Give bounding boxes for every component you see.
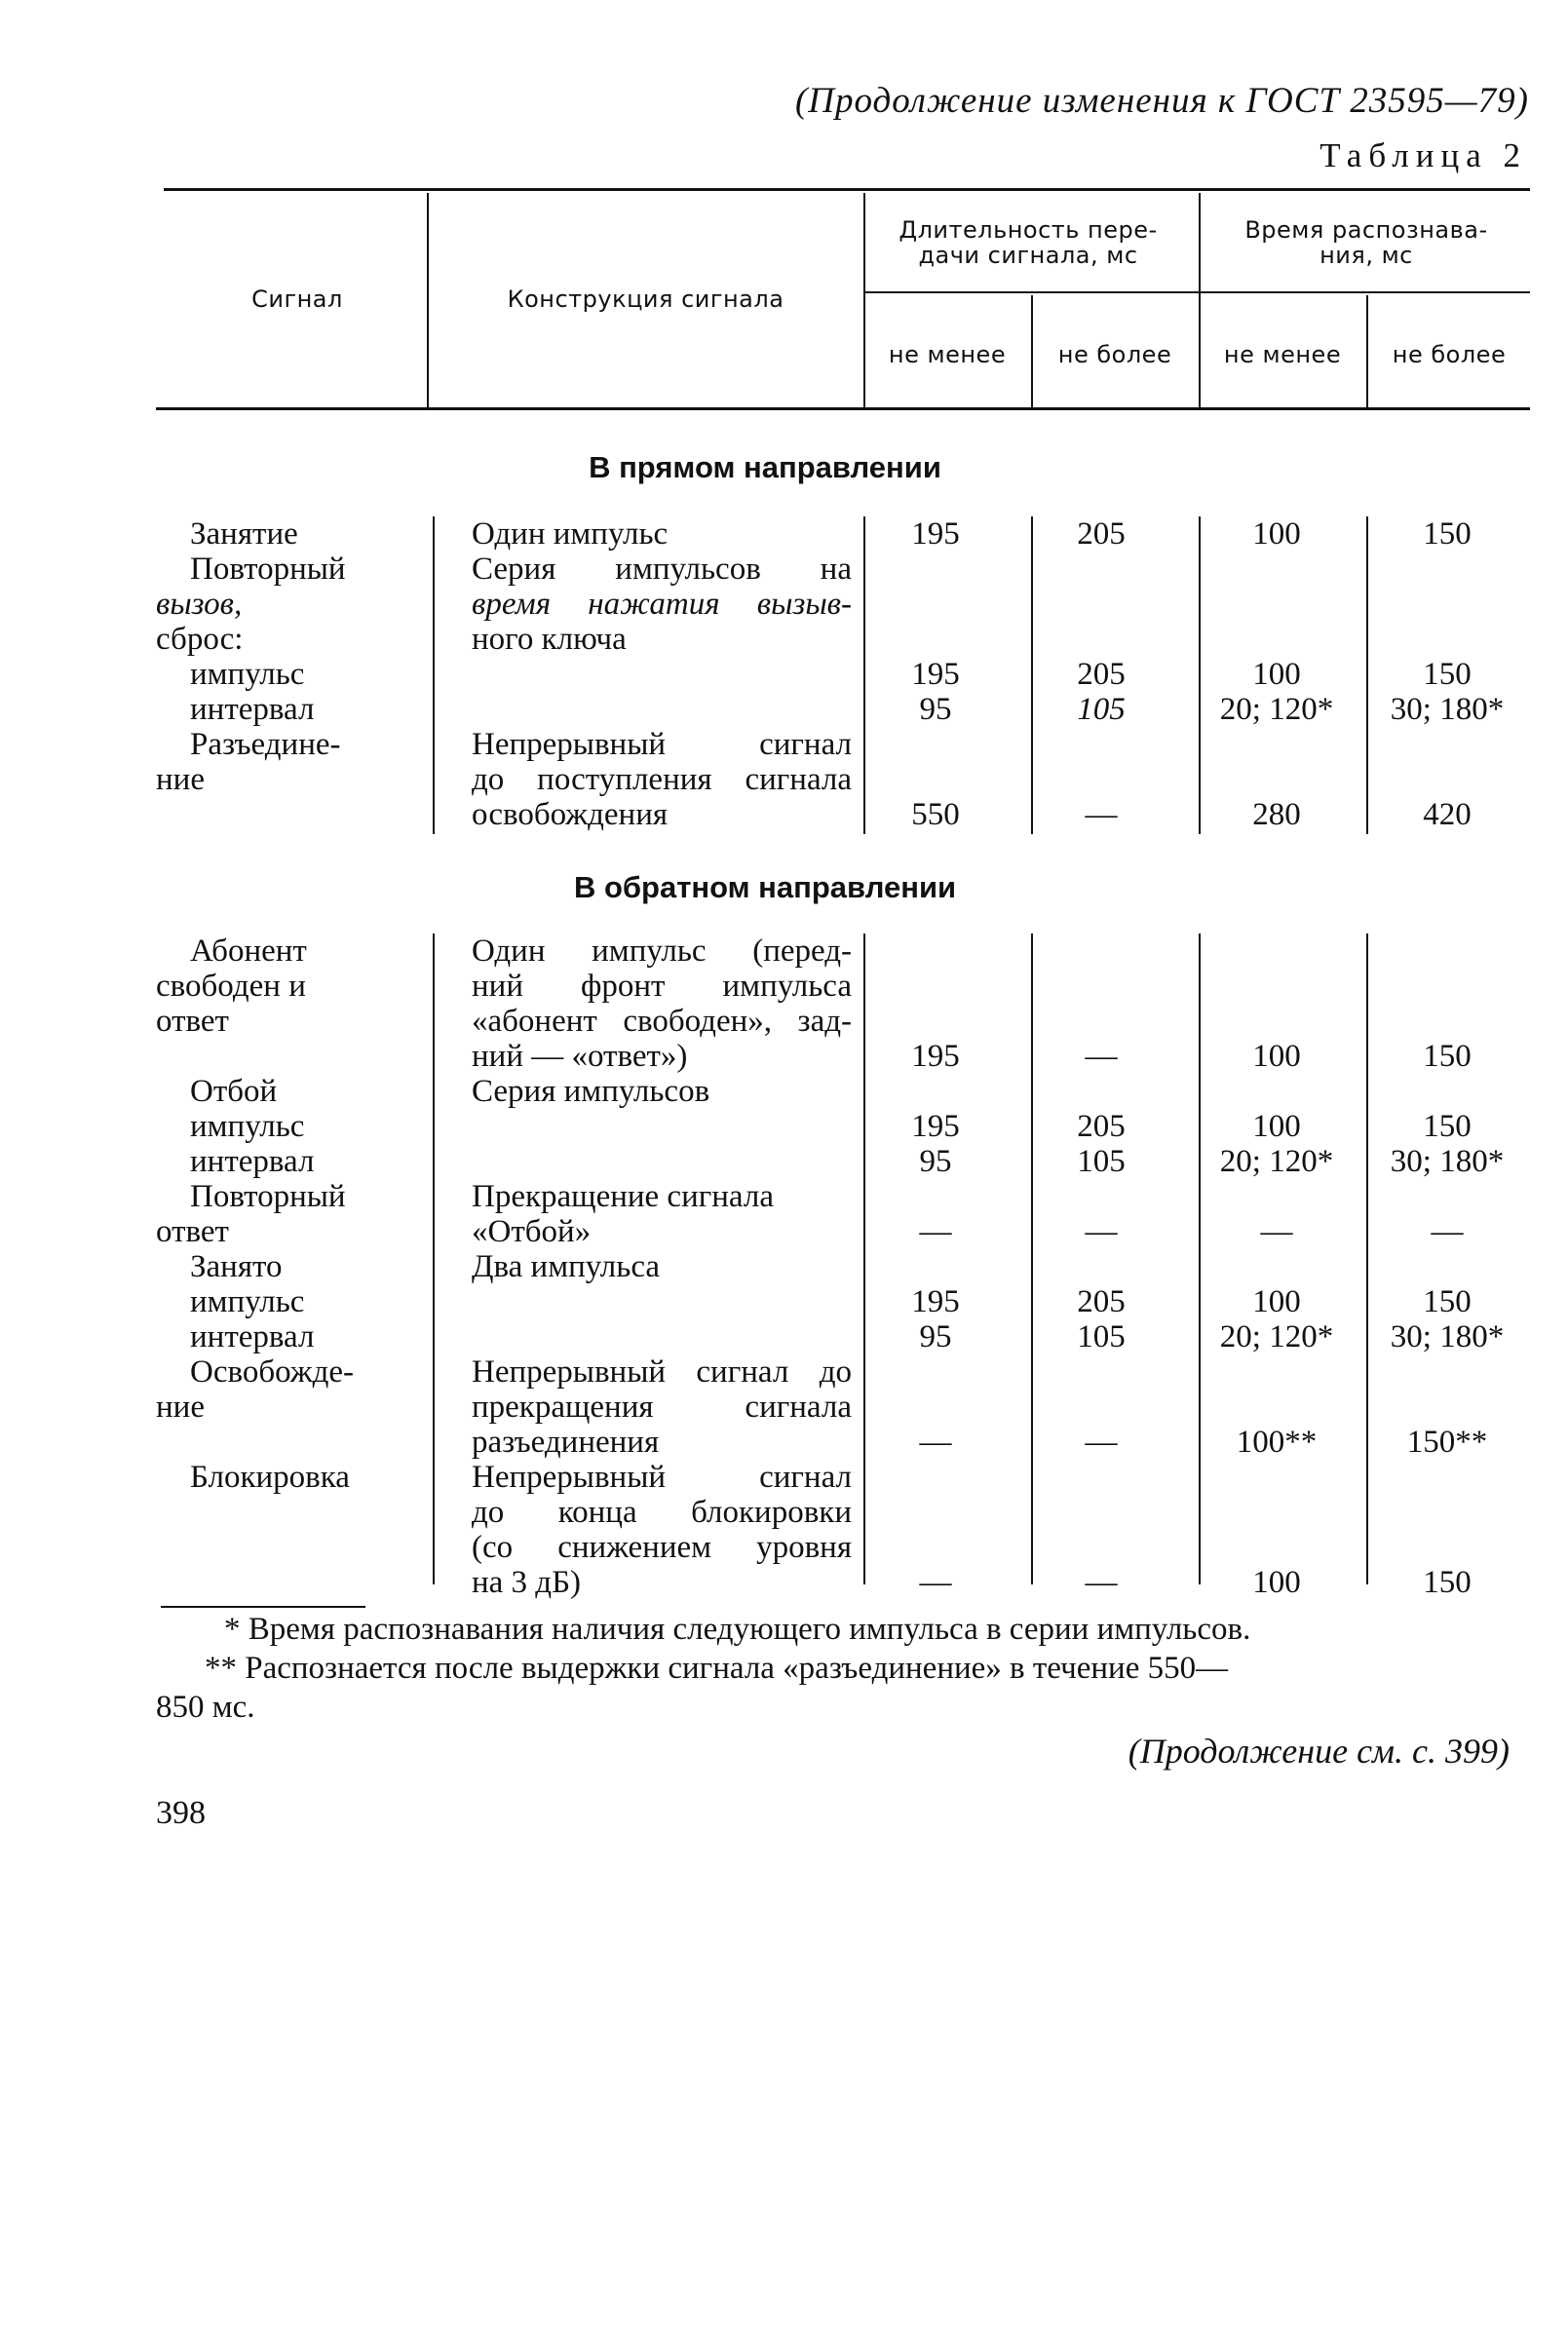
cell-signal: импульс [190,1109,305,1144]
cell-signal: импульс [190,657,305,692]
table-row [0,1144,1568,1179]
cell-signal: Освобожде- [190,1354,355,1390]
col-header-max: не более [1392,341,1507,368]
cell-duration-min: 95 [919,1319,952,1354]
footnote-2-cont: 850 мс. [156,1690,255,1725]
cell-signal: Занятие [190,516,298,552]
cell-duration-max: — [1085,1425,1118,1460]
table-row [0,1319,1568,1354]
cell-construction: Непрерывный сигнал [472,727,852,762]
table-row [0,1354,1568,1390]
table-row [0,762,1568,797]
cell-construction: до поступления сигнала [472,762,852,797]
table-row [0,1074,1568,1109]
cell-construction: Серия импульсов на [472,552,852,587]
cell-duration-max: 205 [1077,1284,1126,1319]
cell-signal: ние [156,762,205,797]
table-row [0,797,1568,832]
table-row [0,934,1568,969]
cell-duration-max: — [1085,1565,1118,1600]
cell-construction: ний фронт импульса [472,969,852,1004]
cell-duration-max: — [1085,1214,1118,1249]
continued-note: (Продолжение см. с. 399) [1128,1732,1510,1771]
section-backward: В обратном направлении [573,870,957,904]
cell-construction: до конца блокировки [472,1495,852,1530]
header-bottom-rule [156,407,1530,410]
cell-recognition-min: 280 [1252,797,1301,832]
table-row [0,1530,1568,1565]
cell-duration-max: 105 [1077,692,1126,727]
col-header-duration-2: дачи сигнала, мс [918,242,1138,269]
cell-duration-min: 95 [919,1144,952,1179]
page-number: 398 [156,1795,206,1831]
table-row [0,657,1568,692]
table-row [0,1249,1568,1284]
header-sub-rule [863,291,1530,293]
table-row [0,1109,1568,1144]
cell-recognition-max: 30; 180* [1390,1319,1505,1354]
cell-signal: вызов, [156,587,243,622]
cell-construction: Один импульс [472,516,669,552]
cell-construction: «абонент свободен», зад- [472,1004,852,1039]
cell-recognition-min: 20; 120* [1219,692,1334,727]
cell-duration-max: 205 [1077,1109,1126,1144]
cell-construction: Прекращение сигнала [472,1179,774,1214]
cell-signal: Повторный [190,1179,346,1214]
cell-recognition-min: — [1260,1214,1293,1249]
table-row [0,552,1568,587]
cell-recognition-max: 150** [1406,1425,1488,1460]
table-top-rule [164,188,1530,191]
cell-signal: ответ [156,1214,229,1249]
col-header-min: не менее [888,341,1007,368]
cell-signal: интервал [190,1144,315,1179]
cell-construction: Серия импульсов [472,1074,710,1109]
col-header-recognition-2: ния, мс [1319,242,1413,269]
cell-duration-max: — [1085,1039,1118,1074]
cell-signal: интервал [190,1319,315,1354]
cell-recognition-max: 150 [1423,1109,1472,1144]
cell-recognition-max: 420 [1423,797,1472,832]
table-row [0,587,1568,622]
cell-signal: сброс: [156,622,244,657]
cell-duration-min: 195 [911,1284,960,1319]
table-row [0,1004,1568,1039]
table-row [0,1565,1568,1600]
cell-duration-min: — [919,1214,952,1249]
cell-construction: ний — «ответ») [472,1039,688,1074]
cell-duration-min: — [919,1565,952,1600]
cell-construction: время нажатия вызыв- [472,587,852,622]
cell-construction: Непрерывный сигнал [472,1460,852,1495]
table-row [0,1039,1568,1074]
cell-recognition-min: 100** [1236,1425,1318,1460]
cell-recognition-max: 30; 180* [1390,1144,1505,1179]
cell-signal: Повторный [190,552,346,587]
cell-recognition-min: 100 [1252,1284,1301,1319]
cell-duration-min: 195 [911,1109,960,1144]
col-header-max: не более [1057,341,1172,368]
footnote-2: ** Распознается после выдержки сигнала «разъединение» в течение 550— [205,1651,1229,1686]
cell-signal: Блокировка [190,1460,350,1495]
cell-duration-min: 95 [919,692,952,727]
cell-signal: импульс [190,1284,305,1319]
cell-recognition-min: 20; 120* [1219,1144,1334,1179]
cell-construction: Два импульса [472,1249,661,1284]
cell-signal: Разъедине- [190,727,341,762]
cell-duration-min: 195 [911,657,960,692]
header-divider [863,193,865,407]
col-header-recognition-1: Время распознава- [1244,216,1488,244]
cell-signal: Отбой [190,1074,278,1109]
table-row [0,1179,1568,1214]
cell-recognition-max: 150 [1423,1284,1472,1319]
cell-construction: на 3 дБ) [472,1565,582,1600]
cell-signal: ние [156,1390,205,1425]
continuation-header: (Продолжение изменения к ГОСТ 23595—79) [794,81,1529,121]
table-row [0,622,1568,657]
cell-recognition-min: 100 [1252,1039,1301,1074]
cell-recognition-max: 150 [1423,516,1472,552]
cell-duration-max: 105 [1077,1144,1126,1179]
cell-recognition-min: 20; 120* [1219,1319,1334,1354]
cell-recognition-max: 150 [1423,657,1472,692]
table-row [0,692,1568,727]
cell-duration-max: 205 [1077,516,1126,552]
cell-duration-min: 195 [911,516,960,552]
cell-signal: Абонент [190,934,307,969]
cell-construction: (со снижением уровня [472,1530,852,1565]
table-row [0,1425,1568,1460]
table-row [0,1390,1568,1425]
col-header-signal: Сигнал [251,286,343,313]
cell-recognition-max: 150 [1423,1565,1472,1600]
table-row [0,727,1568,762]
col-header-duration-1: Длительность пере- [899,216,1158,244]
table-row [0,516,1568,552]
col-header-min: не менее [1223,341,1342,368]
cell-signal: Занято [190,1249,283,1284]
cell-signal: свободен и [156,969,306,1004]
cell-duration-min: 550 [911,797,960,832]
table-label: Таблица 2 [1319,136,1527,174]
header-divider [1199,193,1201,407]
cell-duration-max: — [1085,797,1118,832]
table-row [0,1284,1568,1319]
cell-duration-max: 205 [1077,657,1126,692]
col-header-construction: Конструкция сигнала [507,286,784,313]
cell-construction: Непрерывный сигнал до [472,1354,852,1390]
cell-recognition-min: 100 [1252,657,1301,692]
cell-duration-min: 195 [911,1039,960,1074]
cell-construction: освобождения [472,797,669,832]
cell-recognition-max: — [1431,1214,1464,1249]
cell-recognition-max: 30; 180* [1390,692,1505,727]
cell-recognition-min: 100 [1252,516,1301,552]
footnote-1: * Время распознавания наличия следующего импульса в серии импульсов. [224,1612,1251,1647]
table-row [0,1214,1568,1249]
cell-recognition-max: 150 [1423,1039,1472,1074]
cell-recognition-min: 100 [1252,1109,1301,1144]
cell-construction: прекращения сигнала [472,1390,852,1425]
cell-construction: «Отбой» [472,1214,592,1249]
cell-signal: ответ [156,1004,229,1039]
cell-signal: интервал [190,692,315,727]
table-row [0,969,1568,1004]
table-row [0,1460,1568,1495]
cell-construction: ного ключа [472,622,627,657]
cell-recognition-min: 100 [1252,1565,1301,1600]
header-divider [427,193,429,407]
cell-duration-min: — [919,1425,952,1460]
cell-construction: разъединения [472,1425,660,1460]
cell-construction: Один импульс (перед- [472,934,852,969]
footnote-separator [161,1606,365,1608]
section-forward: В прямом направлении [589,450,941,484]
cell-duration-max: 105 [1077,1319,1126,1354]
table-row [0,1495,1568,1530]
